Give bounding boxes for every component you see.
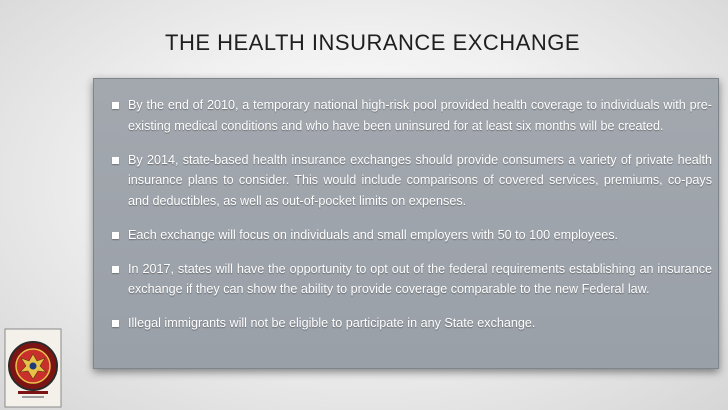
bullet-marker-icon <box>112 266 119 273</box>
bullet-text: In 2017, states will have the opportunity to opt out of the federal requirements establishing an insurance exchange if they can show the ability to provide coverage comparable to the new Federal law. <box>128 261 712 296</box>
bullet-marker-icon <box>112 157 119 164</box>
bullet-text: By the end of 2010, a temporary national high-risk pool provided health coverage to individuals with pre-existing medical conditions and who have been uninsured for at least six months will be created. <box>128 98 712 133</box>
bullet-text: Each exchange will focus on individuals and small employers with 50 to 100 employees. <box>128 227 619 242</box>
bullet-list <box>112 95 712 347</box>
bullet-item <box>112 259 712 300</box>
eagle-seal-icon <box>4 328 62 408</box>
bullet-marker-icon <box>112 232 119 239</box>
bullet-marker-icon <box>112 102 119 109</box>
content-panel <box>93 78 719 369</box>
bullet-item <box>112 313 712 334</box>
bullet-text: Illegal immigrants will not be eligible to participate in any State exchange. <box>128 316 536 330</box>
bullet-item <box>112 150 712 212</box>
bullet-text: By 2014, state-based health insurance exchanges should provide consumers a variety of private health insurance plans to consider. This would include comparisons of covered services, premiums, co-pays and deductibles, as well as out-of-pocket limits on expenses. <box>128 152 712 208</box>
bullet-marker-icon <box>112 320 119 327</box>
bullet-item <box>112 95 712 136</box>
bullet-item <box>112 225 712 246</box>
slide-title: THE HEALTH INSURANCE EXCHANGE <box>165 30 581 55</box>
